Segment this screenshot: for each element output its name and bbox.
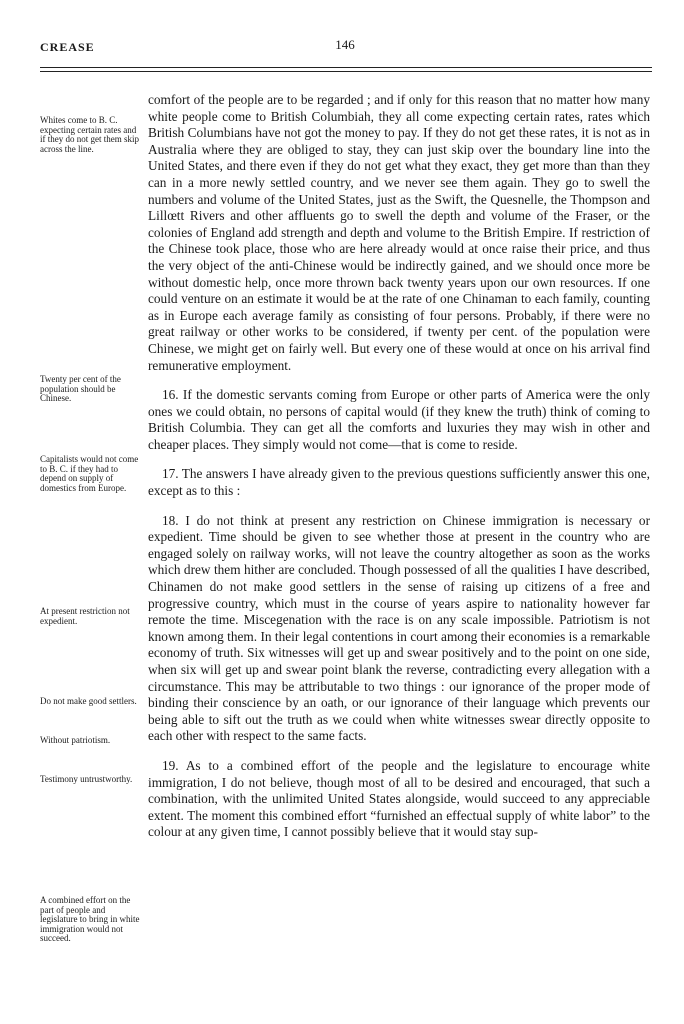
paragraph-17: 17. The answers I have already given to the previous questions sufficiently answer this one, except as to this : <box>148 466 650 499</box>
page-number: 146 <box>335 37 355 52</box>
margin-note-restriction: At present restriction not expedient. <box>40 606 130 626</box>
running-title: CREASE <box>40 40 95 54</box>
page-header <box>40 36 650 56</box>
body-text <box>148 92 650 841</box>
margin-note-whites-rates: Whites come to B. C. expecting certain rates and if they do not get them skip across the line. <box>40 115 139 154</box>
margin-note-testimony: Testimony untrustworthy. <box>40 774 133 784</box>
paragraph-19: 19. As to a combined effort of the people and the legislature to encourage white immigration, I do not believe, though most of all to be desired and encouraged, that such a combination, with the unlimited United States alongside, would succeed to any appreciable extent. The moment this combined effort “furnished an effectual supply of white labor” to the colour at any given time, I cannot possibly believe that it would stay sup- <box>148 757 650 840</box>
margin-note-twenty-per-cent: Twenty per cent of the population should be Chinese. <box>40 374 121 404</box>
paragraph-continuation: comfort of the people are to be regarded ; and if only for this reason that no matter how many white people come to British Columbiah, they all come expecting certain rates, rates which British Columbians have not got the money to pay. If they do not get these rates, it is not as in Australia where they are obliged to stay, they can just skip over the boundary line into the United States, and there even if they do not get what they exact, they get more than than they can in a more newly settled country, and we never see them again. They go to swell the numbers and volume of the United States, just as the Swift, the Quesnelle, the Thompson and Lillœtt Rivers and other affluents go to swell the depth and volume of the Fraser, or the colonies of England add strength and depth and volume to the British Empire. If restriction of the Chinese took place, those who are here already would at once raise their price, and thus the very object of the anti-Chinese would be indirectly gained, and we should once more be without domestic help, once more thrown back twenty years upon our own resources. If one could venture on an estimate it would be at the rate of one Chinaman to each family, counting as in Europe each average family as consisting of four persons. Probably, if there were no great railway or other works to be considered, if twenty per cent. of the population were Chinese, we might get on fairly well. But every one of these would at once on his arrival find remunerative employment. <box>148 92 650 373</box>
paragraph-18: 18. I do not think at present any restriction on Chinese immigration is necessary or expedient. Time should be given to see whether those at present in the country who are engaged solely on railway works, will not leave the country altogether as soon as the works which drew them hither are concluded. Though possessed of all the qualities I have described, Chinamen do not make good settlers in the sense of raising up citizens of a free and progressive country, which must in the course of years aspire to nationality however far remote the time. Miscegenation with the race is on any scale impossible. Patriotism is not known among them. In their legal contentions in court among their economies is a remarkable economy of truth. Six witnesses will get up and swear positively and to the point on one side, when six will get up and swear point blank the reverse, contradicting every allegation with a circumstance. This may be attributable to two things : our ignorance of the proper mode of binding their conscience by an oath, or our ignorance of their language which prevents our being able to sift out the truth as we could when white witnesses swear directly opposite to each other with respect to the same facts. <box>148 512 650 744</box>
margin-note-capitalists: Capitalists would not come to B. C. if they had to depend on supply of domestics from Europe. <box>40 454 139 493</box>
header-rule-top <box>40 67 652 68</box>
margin-note-settlers: Do not make good settlers. <box>40 696 137 706</box>
margin-note-patriotism: Without patriotism. <box>40 735 111 745</box>
margin-note-combined-effort: A combined effort on the part of people and legislature to bring in white immigration would not succeed. <box>40 895 140 944</box>
paragraph-16: 16. If the domestic servants coming from Europe or other parts of America were the only ones we could obtain, no persons of capital would (if they knew the truth) think of coming to British Columbia. They can get all the comforts and luxuries they may wish in other and cheaper places. They simply would not come—that is come to reside. <box>148 387 650 452</box>
header-rule-bottom <box>40 71 652 72</box>
